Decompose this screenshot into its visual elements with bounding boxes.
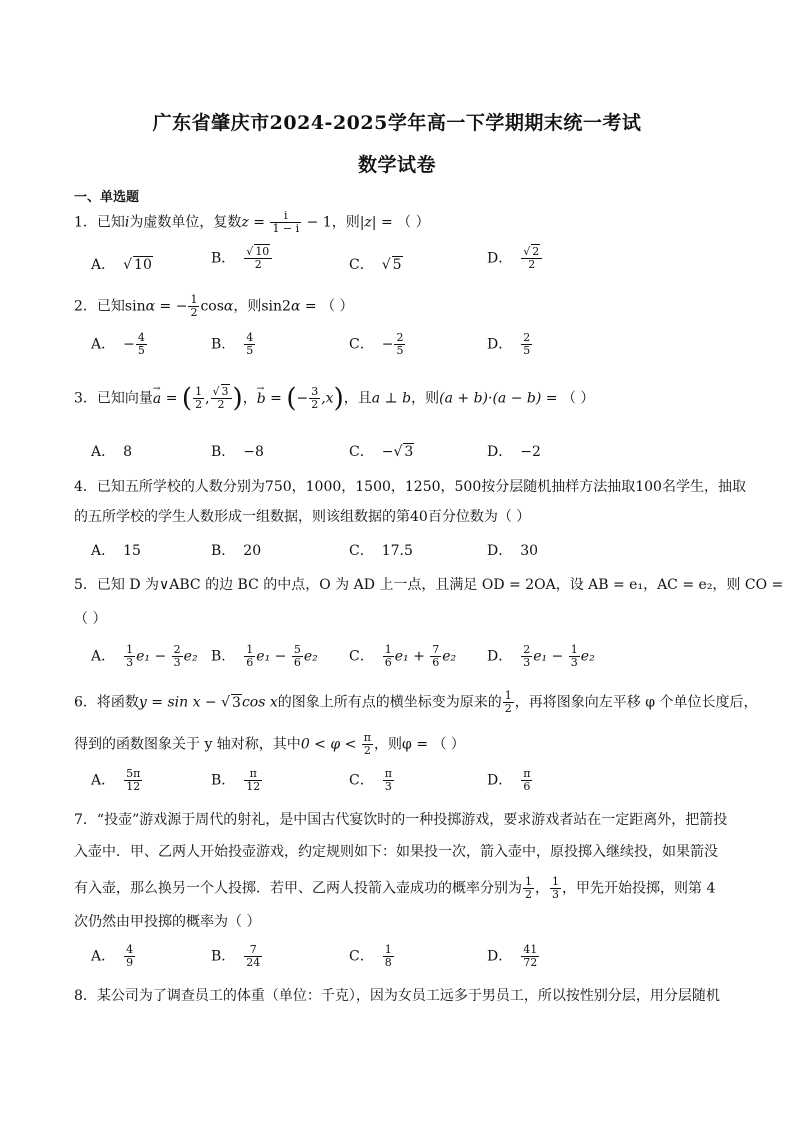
question-8-line-1: 8．某公司为了调查员工的体重（单位：千克），因为女员工远多于男员工，所以按性别分层，用分层随机 <box>74 988 720 1004</box>
question-7-line-3: 有入壶，那么换另一个人投掷．若甲、乙两人投箭入壶成功的概率分别为 $\frac{1}{2}$ ， $\frac{1}{3}$ ，甲先开始投掷，则第 4 <box>74 875 716 901</box>
question-3: 3．已知向量→ a = ( $\frac{1}{2}$ , $\frac{√ 3}{2}$ )，→ b = (− $\frac{3}{2}$ ,x)，且a ⊥ b，则(a + b)·(a − b) = （ ） <box>74 386 594 411</box>
question-2: 2．已知sinα = − $\frac{1}{2}$ cosα，则sin2α = （ ） <box>74 293 354 319</box>
question-5-line-1: 5．已知 D 为∨ABC 的边 BC 的中点，O 为 AD 上一点，且满足 OD = 2OA，设 AB = e₁，AC = e₂，则 CO = <box>74 577 784 593</box>
q5-option-a: A． $\frac{1}{3}$ e₁ − $\frac{2}{3}$ e₂ <box>91 643 198 669</box>
q7-option-c: C． $\frac{1}{8}$ <box>349 943 392 969</box>
q6-option-b: B． $\frac{\pi}{12}$ <box>211 767 261 793</box>
q4-option-a: A． 15 <box>91 543 141 559</box>
q1-option-a: A． √ 10 <box>91 257 152 273</box>
section-heading: 一、单选题 <box>74 190 140 205</box>
q3-option-d: D． −2 <box>487 444 541 460</box>
fraction: $\frac{i}{1 - i}$ <box>272 209 300 235</box>
q2-option-c: C． − $\frac{2}{5}$ <box>349 331 404 357</box>
q7-option-a: A． $\frac{4}{9}$ <box>91 943 134 969</box>
question-7-line-1: 7．“投壶”游戏源于周代的射礼，是中国古代宴饮时的一种投掷游戏，要求游戏者站在一定距离外，把箭投 <box>74 812 728 828</box>
q4-option-b: B． 20 <box>211 543 262 559</box>
q5-option-b: B． $\frac{1}{6}$ e₁ − $\frac{5}{6}$ e₂ <box>211 643 318 669</box>
exam-subtitle: 数学试卷 <box>357 154 436 176</box>
question-6-line-1: 6．将函数y = sin x − √ 3cos x的图象上所有点的横坐标变为原来的 $\frac{1}{2}$ ，再将图象向左平移 φ 个单位长度后， <box>74 689 758 715</box>
q5-option-c: C． $\frac{1}{6}$ e₁ + $\frac{7}{6}$ e₂ <box>349 643 457 669</box>
question-6-line-2: 得到的函数图象关于 y 轴对称，其中0 < φ < $\frac{\pi}{2}$ ，则φ = （ ） <box>74 731 465 757</box>
q6-option-a: A． $\frac{5\pi}{12}$ <box>91 767 141 793</box>
question-7-line-2: 入壶中．甲、乙两人开始投壶游戏，约定规则如下：如果投一次，箭入壶中，原投掷入继续投，如果箭没 <box>74 844 718 860</box>
q6-option-d: D． $\frac{\pi}{6}$ <box>487 767 531 793</box>
exam-title: 广东省肇庆市2024-2025学年高一下学期期末统一考试 <box>152 112 642 134</box>
question-1: 1．已知i为虚数单位，复数z = $\frac{i}{1 - i}$ − 1，则|z| = （ ） <box>74 209 430 235</box>
question-7-line-4: 次仍然由甲投掷的概率为（ ） <box>74 914 261 930</box>
q1-option-b: B． $\frac{√ 10}{2}$ <box>211 246 273 271</box>
q7-option-b: B． $\frac{7}{24}$ <box>211 943 261 969</box>
q5-option-d: D． $\frac{2}{3}$ e₁ − $\frac{1}{3}$ e₂ <box>487 643 595 669</box>
q4-option-c: C． 17.5 <box>349 543 413 559</box>
question-4-line-2: 的五所学校的学生人数形成一组数据，则该组数据的第40百分位数为（ ） <box>74 509 531 525</box>
question-5-line-2: （ ） <box>74 611 107 627</box>
q1-option-c: C． √ 5 <box>349 257 402 273</box>
q3-option-b: B． −8 <box>211 444 264 460</box>
question-4-line-1: 4．已知五所学校的人数分别为750，1000，1500，1250，500按分层随机抽样方法抽取100名学生，抽取 <box>74 479 746 495</box>
q6-option-c: C． $\frac{\pi}{3}$ <box>349 767 392 793</box>
q2-option-d: D． $\frac{2}{5}$ <box>487 331 531 357</box>
q2-option-a: A． − $\frac{4}{5}$ <box>91 331 145 357</box>
q1-option-d: D． $\frac{√ 2}{2}$ <box>487 246 543 271</box>
q3-option-a: A． 8 <box>91 444 133 460</box>
q4-option-d: D． 30 <box>487 543 539 559</box>
q2-option-b: B． $\frac{4}{5}$ <box>211 331 254 357</box>
q7-option-d: D． $\frac{41}{72}$ <box>487 943 538 969</box>
q3-option-c: C． −√ 3 <box>349 444 414 460</box>
